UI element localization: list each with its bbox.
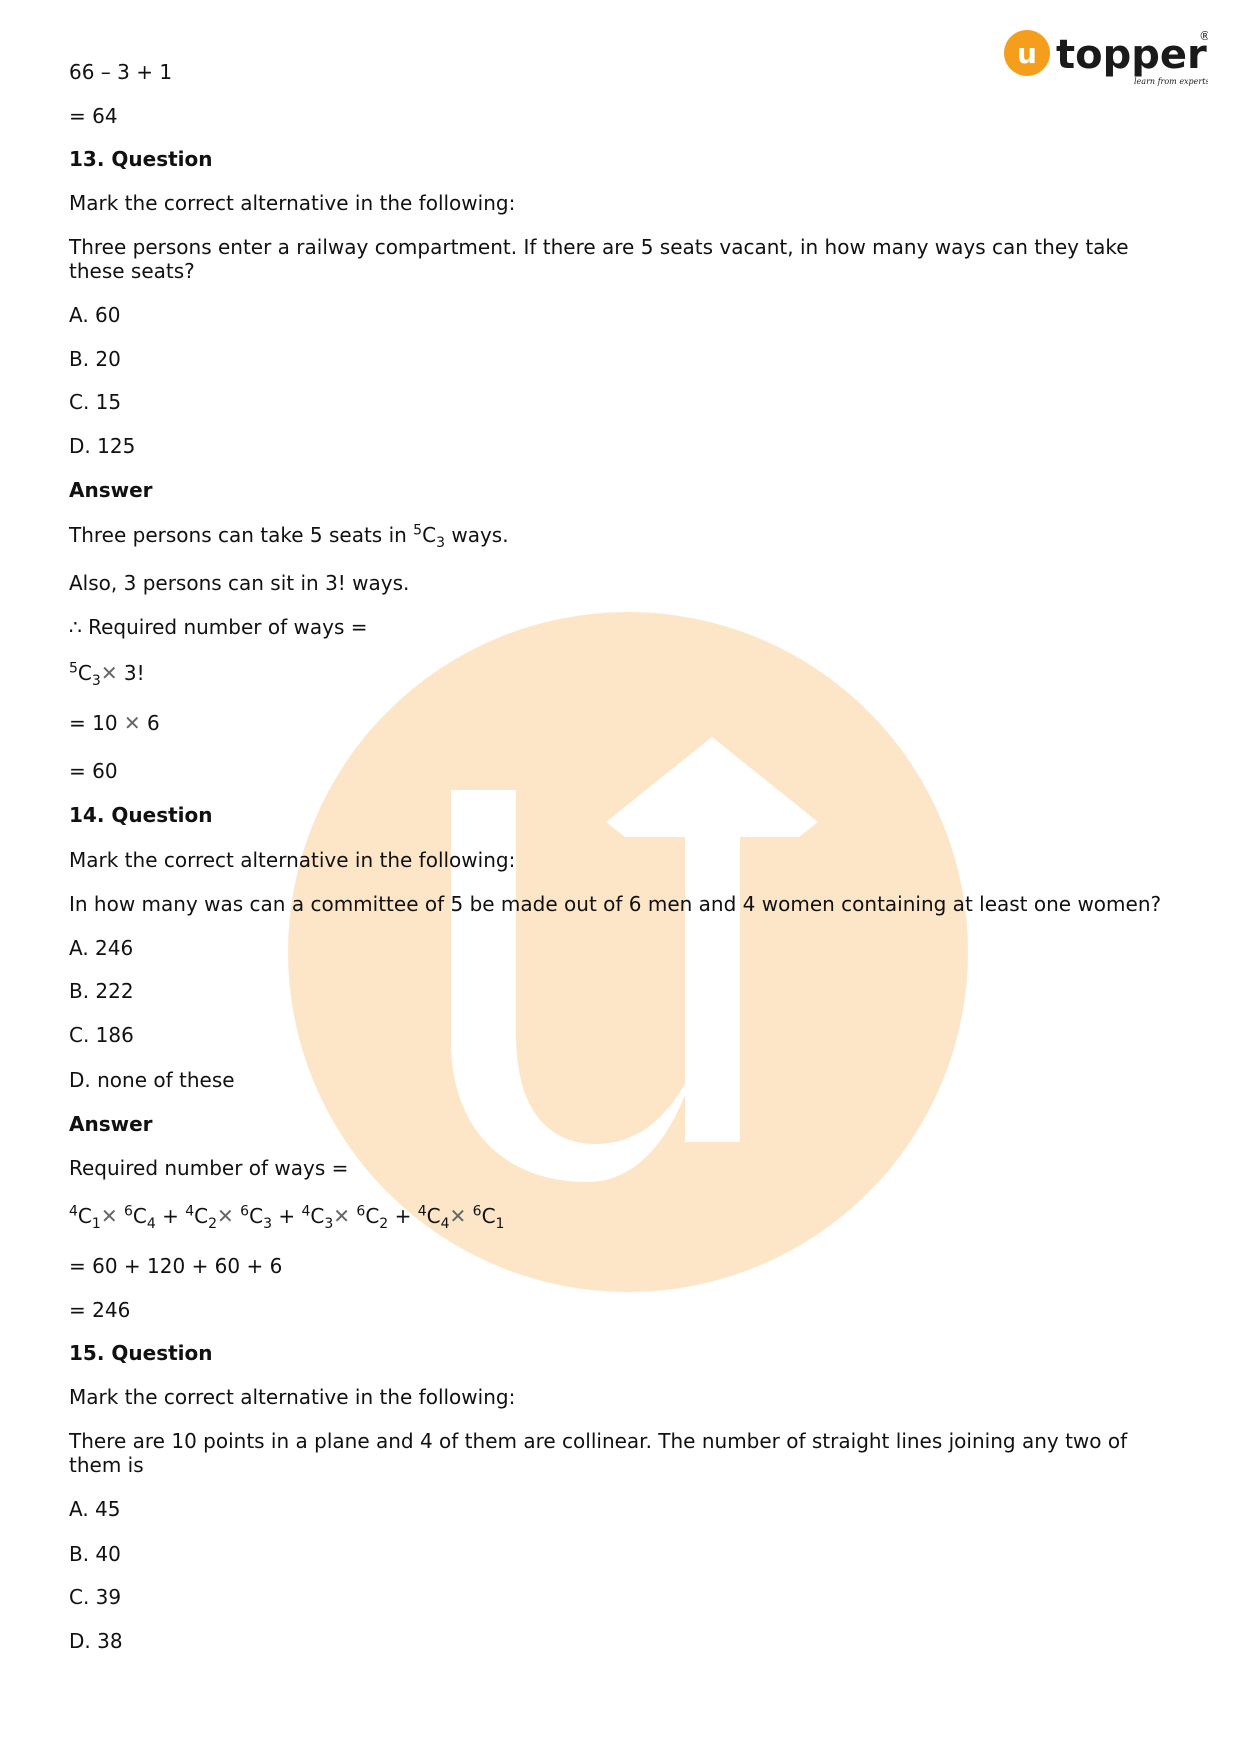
answer-14-result: = 246 [69,1298,131,1322]
question-13-option-d: D. 125 [69,434,136,458]
question-13-heading: 13. Question [69,147,213,171]
question-15-instruction: Mark the correct alternative in the following: [69,1385,516,1409]
answer-14-heading: Answer [69,1112,153,1136]
times-icon: ✕ [217,1204,234,1228]
answer-13-line-4: $^5C_3✕$ 3! [69,660,145,689]
question-15-option-d: D. 38 [69,1629,123,1653]
question-13-text-cont: these seats? [69,259,195,283]
question-15-option-a: A. 45 [69,1497,121,1521]
topper-logo-icon [1004,26,1208,88]
times-icon: ✕ [333,1204,351,1228]
answer-14-line-3: = 60 + 120 + 60 + 6 [69,1254,283,1278]
answer-13-line-1: Three persons can take 5 seats in $^5C_3$ ways. [69,522,509,551]
answer-13-result: = 60 [69,759,118,783]
answer-13-heading: Answer [69,478,153,502]
question-14-text: In how many was can a committee of 5 be made out of 6 men and 4 women containing at least one women? [69,892,1162,916]
answer-13-line-3: ∴ Required number of ways = [69,615,368,639]
question-15-text-cont: them is [69,1453,144,1477]
svg-text:u: u [1017,37,1037,70]
question-13-option-b: B. 20 [69,347,121,371]
question-13-option-c: C. 15 [69,390,122,414]
question-14-option-d: D. none of these [69,1068,235,1092]
prev-solution-line: 66 – 3 + 1 [69,60,173,84]
times-icon: ✕ [100,1204,118,1228]
times-icon: ✕ [123,711,141,735]
brand-logo [1004,26,1208,88]
question-13-option-a: A. 60 [69,303,121,327]
times-icon: ✕ [449,1204,467,1228]
question-15-option-c: C. 39 [69,1585,122,1609]
svg-text:®: ® [1199,29,1208,43]
answer-14-line-2: $^4C_1✕$ $^6C_4$ + $^4C_2✕$ $^6C_3$ + $^4C_3✕$ $^6C_2$ + $^4C_4✕$ $^6C_1$ [69,1203,505,1232]
answer-14-line-1: Required number of ways = [69,1156,349,1180]
question-13-instruction: Mark the correct alternative in the following: [69,191,516,215]
question-15-option-b: B. 40 [69,1542,121,1566]
answer-13-line-2: Also, 3 persons can sit in 3! ways. [69,571,410,595]
question-15-text: There are 10 points in a plane and 4 of them are collinear. The number of straight lines joining any two of [69,1429,1128,1453]
question-14-instruction: Mark the correct alternative in the following: [69,848,516,872]
watermark-logo [288,612,968,1292]
question-14-heading: 14. Question [69,803,213,827]
times-icon: ✕ [100,661,118,685]
svg-text:learn from experts: learn from experts [1134,77,1208,86]
question-13-text: Three persons enter a railway compartment. If there are 5 seats vacant, in how many ways can they take [69,235,1129,259]
question-14-option-b: B. 222 [69,979,134,1003]
answer-13-line-5: = 10 ✕ 6 [69,711,160,735]
svg-text:topper: topper [1056,32,1207,78]
question-14-option-c: C. 186 [69,1023,134,1047]
prev-solution-result: = 64 [69,104,118,128]
question-15-heading: 15. Question [69,1341,213,1365]
question-14-option-a: A. 246 [69,936,134,960]
